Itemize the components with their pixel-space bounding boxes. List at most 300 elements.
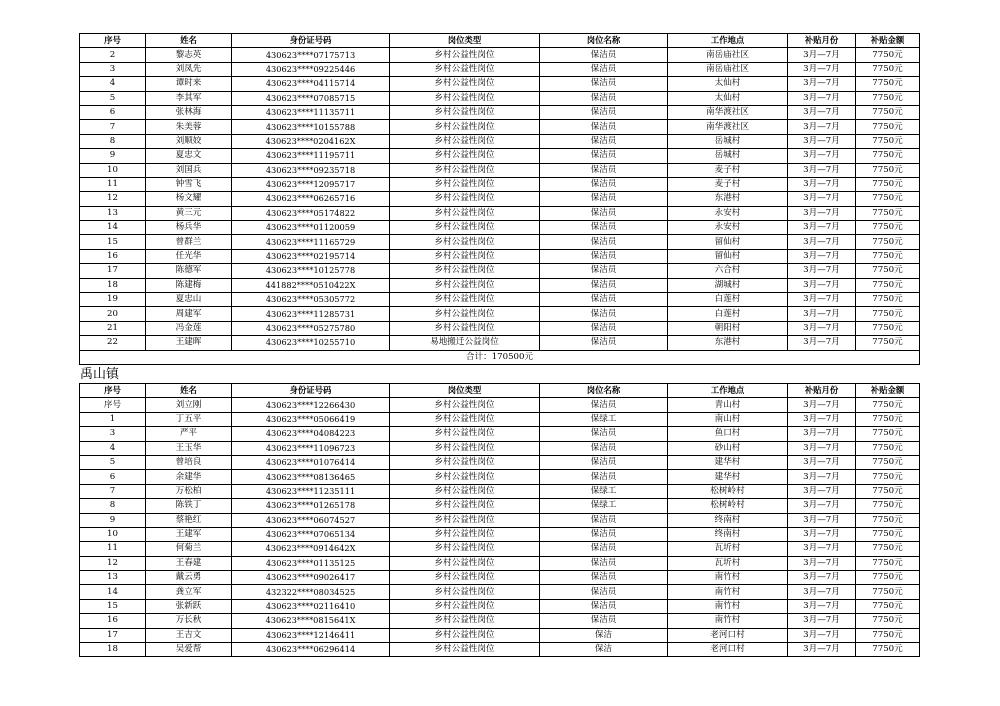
subsidy-amount-cell: 7750元 [856, 278, 920, 292]
subsidy-months-cell: 3月—7月 [788, 249, 856, 263]
subsidy-amount-cell: 7750元 [856, 221, 920, 235]
id-number-cell: 430623****05305772 [232, 293, 390, 307]
id-number-cell: 430623****10255710 [232, 336, 390, 350]
header-subsidy-amount-cell: 补贴金额 [856, 384, 920, 398]
serial-cell: 21 [80, 321, 146, 335]
subsidy-months-cell: 3月—7月 [788, 599, 856, 613]
post-name-cell: 保绿工 [540, 412, 668, 426]
post-type-cell: 乡村公益性岗位 [390, 470, 540, 484]
work-location-cell: 湖城村 [668, 278, 788, 292]
header-post-name-cell: 岗位名称 [540, 34, 668, 48]
post-type-cell: 乡村公益性岗位 [390, 527, 540, 541]
serial-cell: 4 [80, 441, 146, 455]
serial-cell: 15 [80, 235, 146, 249]
subsidy-months-cell: 3月—7月 [788, 134, 856, 148]
work-location-cell: 终南村 [668, 513, 788, 527]
serial-cell: 13 [80, 206, 146, 220]
subsidy-amount-cell: 7750元 [856, 249, 920, 263]
post-type-cell: 乡村公益性岗位 [390, 556, 540, 570]
id-number-cell: 430623****05066419 [232, 412, 390, 426]
subsidy-months-cell: 3月—7月 [788, 120, 856, 134]
subsidy-months-cell: 3月—7月 [788, 441, 856, 455]
id-number-cell: 430623****08136465 [232, 470, 390, 484]
subsidy-months-cell: 3月—7月 [788, 206, 856, 220]
work-location-cell: 青山村 [668, 398, 788, 412]
serial-cell: 序号 [80, 398, 146, 412]
table-row [80, 192, 920, 206]
name-cell: 刘立刚 [146, 398, 232, 412]
serial-cell: 18 [80, 643, 146, 657]
serial-cell: 9 [80, 149, 146, 163]
work-location-cell: 建华村 [668, 455, 788, 469]
name-cell: 张新跃 [146, 599, 232, 613]
subsidy-months-cell: 3月—7月 [788, 455, 856, 469]
subsidy-months-cell: 3月—7月 [788, 571, 856, 585]
serial-cell: 12 [80, 192, 146, 206]
work-location-cell: 鱼口村 [668, 427, 788, 441]
subsidy-amount-cell: 7750元 [856, 77, 920, 91]
table-row [80, 91, 920, 105]
serial-cell: 10 [80, 163, 146, 177]
name-cell: 张林海 [146, 105, 232, 119]
name-cell: 杨兵华 [146, 221, 232, 235]
work-location-cell: 永安村 [668, 206, 788, 220]
table-row [80, 542, 920, 556]
subsidy-amount-cell: 7750元 [856, 48, 920, 62]
post-name-cell: 保洁 [540, 643, 668, 657]
name-cell: 陈德军 [146, 264, 232, 278]
table-row [80, 571, 920, 585]
name-cell: 夏忠文 [146, 149, 232, 163]
table-row [80, 643, 920, 657]
post-name-cell: 保洁员 [540, 599, 668, 613]
work-location-cell: 南华渡社区 [668, 120, 788, 134]
work-location-cell: 瓦圻村 [668, 542, 788, 556]
post-type-cell: 乡村公益性岗位 [390, 77, 540, 91]
subsidy-months-cell: 3月—7月 [788, 542, 856, 556]
serial-cell: 16 [80, 614, 146, 628]
subsidy-amount-cell: 7750元 [856, 484, 920, 498]
id-number-cell: 430623****04115714 [232, 77, 390, 91]
name-cell: 丁五平 [146, 412, 232, 426]
post-name-cell: 保洁员 [540, 264, 668, 278]
post-name-cell: 保洁员 [540, 513, 668, 527]
name-cell: 王玉华 [146, 441, 232, 455]
subsidy-months-cell: 3月—7月 [788, 149, 856, 163]
table-row [80, 221, 920, 235]
post-name-cell: 保绿工 [540, 499, 668, 513]
subsidy-months-cell: 3月—7月 [788, 336, 856, 350]
name-cell: 杨文耀 [146, 192, 232, 206]
serial-cell: 15 [80, 599, 146, 613]
subsidy-months-cell: 3月—7月 [788, 585, 856, 599]
subsidy-months-cell: 3月—7月 [788, 264, 856, 278]
post-type-cell: 易地搬迁公益岗位 [390, 336, 540, 350]
name-cell: 夏忠山 [146, 293, 232, 307]
total-row [80, 350, 920, 364]
subsidy-months-cell: 3月—7月 [788, 177, 856, 191]
name-cell: 刘顺姣 [146, 134, 232, 148]
name-cell: 何菊兰 [146, 542, 232, 556]
subsidy-months-cell: 3月—7月 [788, 321, 856, 335]
subsidy-amount-cell: 7750元 [856, 321, 920, 335]
table-row [80, 293, 920, 307]
subsidy-amount-cell: 7750元 [856, 398, 920, 412]
id-number-cell: 430623****06296414 [232, 643, 390, 657]
serial-cell: 6 [80, 105, 146, 119]
post-name-cell: 保洁员 [540, 571, 668, 585]
table-row [80, 412, 920, 426]
table-row [80, 585, 920, 599]
header-post-type-cell: 岗位类型 [390, 34, 540, 48]
table-row [80, 62, 920, 76]
subsidy-months-cell: 3月—7月 [788, 470, 856, 484]
serial-cell: 19 [80, 293, 146, 307]
name-cell: 黄三元 [146, 206, 232, 220]
id-number-cell: 430623****02116410 [232, 599, 390, 613]
id-number-cell: 430623****11285731 [232, 307, 390, 321]
subsidy-amount-cell: 7750元 [856, 614, 920, 628]
post-name-cell: 保洁员 [540, 120, 668, 134]
name-cell: 冯金莲 [146, 321, 232, 335]
serial-cell: 5 [80, 455, 146, 469]
name-cell: 严平 [146, 427, 232, 441]
subsidy-amount-cell: 7750元 [856, 206, 920, 220]
name-cell: 蔡艳红 [146, 513, 232, 527]
subsidy-amount-cell: 7750元 [856, 441, 920, 455]
work-location-cell: 永安村 [668, 221, 788, 235]
table-row [80, 628, 920, 642]
subsidy-amount-cell: 7750元 [856, 556, 920, 570]
name-cell: 周建军 [146, 307, 232, 321]
work-location-cell: 麦子村 [668, 177, 788, 191]
name-cell: 王建晖 [146, 336, 232, 350]
post-name-cell: 保洁员 [540, 91, 668, 105]
subsidy-amount-cell: 7750元 [856, 513, 920, 527]
header-post-name-cell: 岗位名称 [540, 384, 668, 398]
id-number-cell: 430623****09026417 [232, 571, 390, 585]
post-name-cell: 保洁员 [540, 77, 668, 91]
work-location-cell: 老河口村 [668, 643, 788, 657]
table-row [80, 513, 920, 527]
subsidy-amount-cell: 7750元 [856, 192, 920, 206]
id-number-cell: 430623****05275780 [232, 321, 390, 335]
work-location-cell: 朝阳村 [668, 321, 788, 335]
post-name-cell: 保洁员 [540, 398, 668, 412]
table-row [80, 470, 920, 484]
id-number-cell: 430623****10155788 [232, 120, 390, 134]
post-name-cell: 保洁员 [540, 470, 668, 484]
id-number-cell: 430623****01135125 [232, 556, 390, 570]
subsidy-months-cell: 3月—7月 [788, 527, 856, 541]
work-location-cell: 太仙村 [668, 77, 788, 91]
id-number-cell: 430623****02195714 [232, 249, 390, 263]
work-location-cell: 留仙村 [668, 235, 788, 249]
subsidy-amount-cell: 7750元 [856, 91, 920, 105]
post-type-cell: 乡村公益性岗位 [390, 513, 540, 527]
work-location-cell: 南竹村 [668, 614, 788, 628]
subsidy-amount-cell: 7750元 [856, 336, 920, 350]
work-location-cell: 太仙村 [668, 91, 788, 105]
post-type-cell: 乡村公益性岗位 [390, 120, 540, 134]
table-header-row [80, 34, 920, 48]
post-type-cell: 乡村公益性岗位 [390, 177, 540, 191]
id-number-cell: 430623****11165729 [232, 235, 390, 249]
post-type-cell: 乡村公益性岗位 [390, 235, 540, 249]
name-cell: 刘国兵 [146, 163, 232, 177]
post-type-cell: 乡村公益性岗位 [390, 264, 540, 278]
header-post-type-cell: 岗位类型 [390, 384, 540, 398]
work-location-cell: 岳城村 [668, 134, 788, 148]
post-type-cell: 乡村公益性岗位 [390, 455, 540, 469]
subsidy-months-cell: 3月—7月 [788, 398, 856, 412]
work-location-cell: 南岳庙社区 [668, 62, 788, 76]
post-type-cell: 乡村公益性岗位 [390, 585, 540, 599]
table-row [80, 77, 920, 91]
table-row [80, 264, 920, 278]
post-type-cell: 乡村公益性岗位 [390, 91, 540, 105]
post-type-cell: 乡村公益性岗位 [390, 542, 540, 556]
name-cell: 余建华 [146, 470, 232, 484]
serial-cell: 8 [80, 499, 146, 513]
serial-cell: 14 [80, 585, 146, 599]
name-cell: 戴云勇 [146, 571, 232, 585]
table-row [80, 455, 920, 469]
serial-cell: 8 [80, 134, 146, 148]
post-type-cell: 乡村公益性岗位 [390, 628, 540, 642]
subsidy-months-cell: 3月—7月 [788, 91, 856, 105]
subsidy-amount-cell: 7750元 [856, 177, 920, 191]
work-location-cell: 南竹村 [668, 599, 788, 613]
subsidy-amount-cell: 7750元 [856, 235, 920, 249]
id-number-cell: 441882****0510422X [232, 278, 390, 292]
post-name-cell: 保洁员 [540, 235, 668, 249]
subsidy-amount-cell: 7750元 [856, 163, 920, 177]
post-name-cell: 保洁员 [540, 221, 668, 235]
post-name-cell: 保洁员 [540, 614, 668, 628]
table-row [80, 307, 920, 321]
name-cell: 吴爱帮 [146, 643, 232, 657]
id-number-cell: 430623****12146411 [232, 628, 390, 642]
work-location-cell: 东港村 [668, 336, 788, 350]
serial-cell: 17 [80, 264, 146, 278]
serial-cell: 1 [80, 412, 146, 426]
post-name-cell: 保洁员 [540, 149, 668, 163]
section-title: 禹山镇 [80, 367, 120, 382]
subsidy-months-cell: 3月—7月 [788, 293, 856, 307]
name-cell: 曾群兰 [146, 235, 232, 249]
subsidy-months-cell: 3月—7月 [788, 77, 856, 91]
post-name-cell: 保洁员 [540, 48, 668, 62]
id-number-cell: 430623****10125778 [232, 264, 390, 278]
table-row [80, 398, 920, 412]
id-number-cell: 430623****11235111 [232, 484, 390, 498]
name-cell: 朱美蓉 [146, 120, 232, 134]
subsidy-months-cell: 3月—7月 [788, 62, 856, 76]
subsidy-amount-cell: 7750元 [856, 293, 920, 307]
post-type-cell: 乡村公益性岗位 [390, 321, 540, 335]
subsidy-months-cell: 3月—7月 [788, 556, 856, 570]
serial-cell: 13 [80, 571, 146, 585]
header-subsidy-months-cell: 补贴月份 [788, 34, 856, 48]
post-type-cell: 乡村公益性岗位 [390, 48, 540, 62]
header-work-location-cell: 工作地点 [668, 34, 788, 48]
table-row [80, 48, 920, 62]
name-cell: 龚立军 [146, 585, 232, 599]
work-location-cell: 终南村 [668, 527, 788, 541]
table-row [80, 527, 920, 541]
subsidy-months-cell: 3月—7月 [788, 221, 856, 235]
subsidy-amount-cell: 7750元 [856, 571, 920, 585]
subsidy-months-cell: 3月—7月 [788, 235, 856, 249]
post-name-cell: 保洁员 [540, 105, 668, 119]
subsidy-months-cell: 3月—7月 [788, 643, 856, 657]
subsidy-amount-cell: 7750元 [856, 499, 920, 513]
work-location-cell: 留仙村 [668, 249, 788, 263]
table-row [80, 149, 920, 163]
id-number-cell: 432322****08034525 [232, 585, 390, 599]
serial-cell: 2 [80, 48, 146, 62]
subsidy-amount-cell: 7750元 [856, 134, 920, 148]
table-row [80, 120, 920, 134]
post-type-cell: 乡村公益性岗位 [390, 206, 540, 220]
subsidy-amount-cell: 7750元 [856, 527, 920, 541]
table-row [80, 614, 920, 628]
serial-cell: 18 [80, 278, 146, 292]
post-name-cell: 保洁员 [540, 556, 668, 570]
post-type-cell: 乡村公益性岗位 [390, 571, 540, 585]
subsidy-months-cell: 3月—7月 [788, 484, 856, 498]
id-number-cell: 430623****07065134 [232, 527, 390, 541]
header-name-cell: 姓名 [146, 384, 232, 398]
serial-cell: 5 [80, 91, 146, 105]
subsidy-amount-cell: 7750元 [856, 643, 920, 657]
name-cell: 王春建 [146, 556, 232, 570]
post-type-cell: 乡村公益性岗位 [390, 307, 540, 321]
post-type-cell: 乡村公益性岗位 [390, 221, 540, 235]
header-serial-cell: 序号 [80, 34, 146, 48]
subsidy-table-2 [79, 383, 920, 657]
table-row [80, 235, 920, 249]
table-row [80, 249, 920, 263]
subsidy-amount-cell: 7750元 [856, 149, 920, 163]
name-cell: 陈建梅 [146, 278, 232, 292]
post-name-cell: 保洁 [540, 628, 668, 642]
id-number-cell: 430623****11135711 [232, 105, 390, 119]
header-id-number-cell: 身份证号码 [232, 34, 390, 48]
header-subsidy-months-cell: 补贴月份 [788, 384, 856, 398]
subsidy-months-cell: 3月—7月 [788, 614, 856, 628]
subsidy-amount-cell: 7750元 [856, 264, 920, 278]
post-type-cell: 乡村公益性岗位 [390, 293, 540, 307]
header-id-number-cell: 身份证号码 [232, 384, 390, 398]
work-location-cell: 麦子村 [668, 163, 788, 177]
subsidy-months-cell: 3月—7月 [788, 307, 856, 321]
work-location-cell: 老河口村 [668, 628, 788, 642]
id-number-cell: 430623****11195711 [232, 149, 390, 163]
post-type-cell: 乡村公益性岗位 [390, 643, 540, 657]
name-cell: 刘凤先 [146, 62, 232, 76]
post-name-cell: 保洁员 [540, 206, 668, 220]
post-name-cell: 保洁员 [540, 249, 668, 263]
post-name-cell: 保洁员 [540, 278, 668, 292]
serial-cell: 3 [80, 427, 146, 441]
id-number-cell: 430623****09225446 [232, 62, 390, 76]
id-number-cell: 430623****12095717 [232, 177, 390, 191]
name-cell: 任光华 [146, 249, 232, 263]
serial-cell: 14 [80, 221, 146, 235]
id-number-cell: 430623****06074527 [232, 513, 390, 527]
header-serial-cell: 序号 [80, 384, 146, 398]
serial-cell: 10 [80, 527, 146, 541]
subsidy-months-cell: 3月—7月 [788, 427, 856, 441]
post-name-cell: 保洁员 [540, 585, 668, 599]
id-number-cell: 430623****0815641X [232, 614, 390, 628]
post-name-cell: 保洁员 [540, 527, 668, 541]
post-type-cell: 乡村公益性岗位 [390, 163, 540, 177]
subsidy-table-1 [79, 33, 920, 365]
id-number-cell: 430623****12266430 [232, 398, 390, 412]
table-row [80, 484, 920, 498]
work-location-cell: 瓦圻村 [668, 556, 788, 570]
id-number-cell: 430623****01120059 [232, 221, 390, 235]
header-name-cell: 姓名 [146, 34, 232, 48]
post-name-cell: 保洁员 [540, 163, 668, 177]
post-type-cell: 乡村公益性岗位 [390, 614, 540, 628]
table-row [80, 427, 920, 441]
work-location-cell: 六合村 [668, 264, 788, 278]
serial-cell: 17 [80, 628, 146, 642]
header-subsidy-amount-cell: 补贴金额 [856, 34, 920, 48]
post-name-cell: 保洁员 [540, 455, 668, 469]
work-location-cell: 南竹村 [668, 571, 788, 585]
post-name-cell: 保洁员 [540, 293, 668, 307]
table-row [80, 134, 920, 148]
serial-cell: 9 [80, 513, 146, 527]
work-location-cell: 白莲村 [668, 293, 788, 307]
id-number-cell: 430623****0204162X [232, 134, 390, 148]
work-location-cell: 白莲村 [668, 307, 788, 321]
table-row [80, 336, 920, 350]
subsidy-amount-cell: 7750元 [856, 412, 920, 426]
post-name-cell: 保洁员 [540, 321, 668, 335]
post-name-cell: 保绿工 [540, 484, 668, 498]
name-cell: 黎志英 [146, 48, 232, 62]
work-location-cell: 岳城村 [668, 149, 788, 163]
post-name-cell: 保洁员 [540, 177, 668, 191]
work-location-cell: 砂山村 [668, 441, 788, 455]
subsidy-months-cell: 3月—7月 [788, 513, 856, 527]
post-type-cell: 乡村公益性岗位 [390, 427, 540, 441]
table-header-row [80, 384, 920, 398]
name-cell: 万长秋 [146, 614, 232, 628]
subsidy-amount-cell: 7750元 [856, 628, 920, 642]
table-row [80, 278, 920, 292]
name-cell: 曾培良 [146, 455, 232, 469]
id-number-cell: 430623****05174822 [232, 206, 390, 220]
post-name-cell: 保洁员 [540, 441, 668, 455]
serial-cell: 4 [80, 77, 146, 91]
post-type-cell: 乡村公益性岗位 [390, 484, 540, 498]
name-cell: 李其军 [146, 91, 232, 105]
work-location-cell: 东港村 [668, 192, 788, 206]
serial-cell: 6 [80, 470, 146, 484]
serial-cell: 22 [80, 336, 146, 350]
post-type-cell: 乡村公益性岗位 [390, 62, 540, 76]
table-row [80, 599, 920, 613]
subsidy-amount-cell: 7750元 [856, 427, 920, 441]
id-number-cell: 430623****11096723 [232, 441, 390, 455]
